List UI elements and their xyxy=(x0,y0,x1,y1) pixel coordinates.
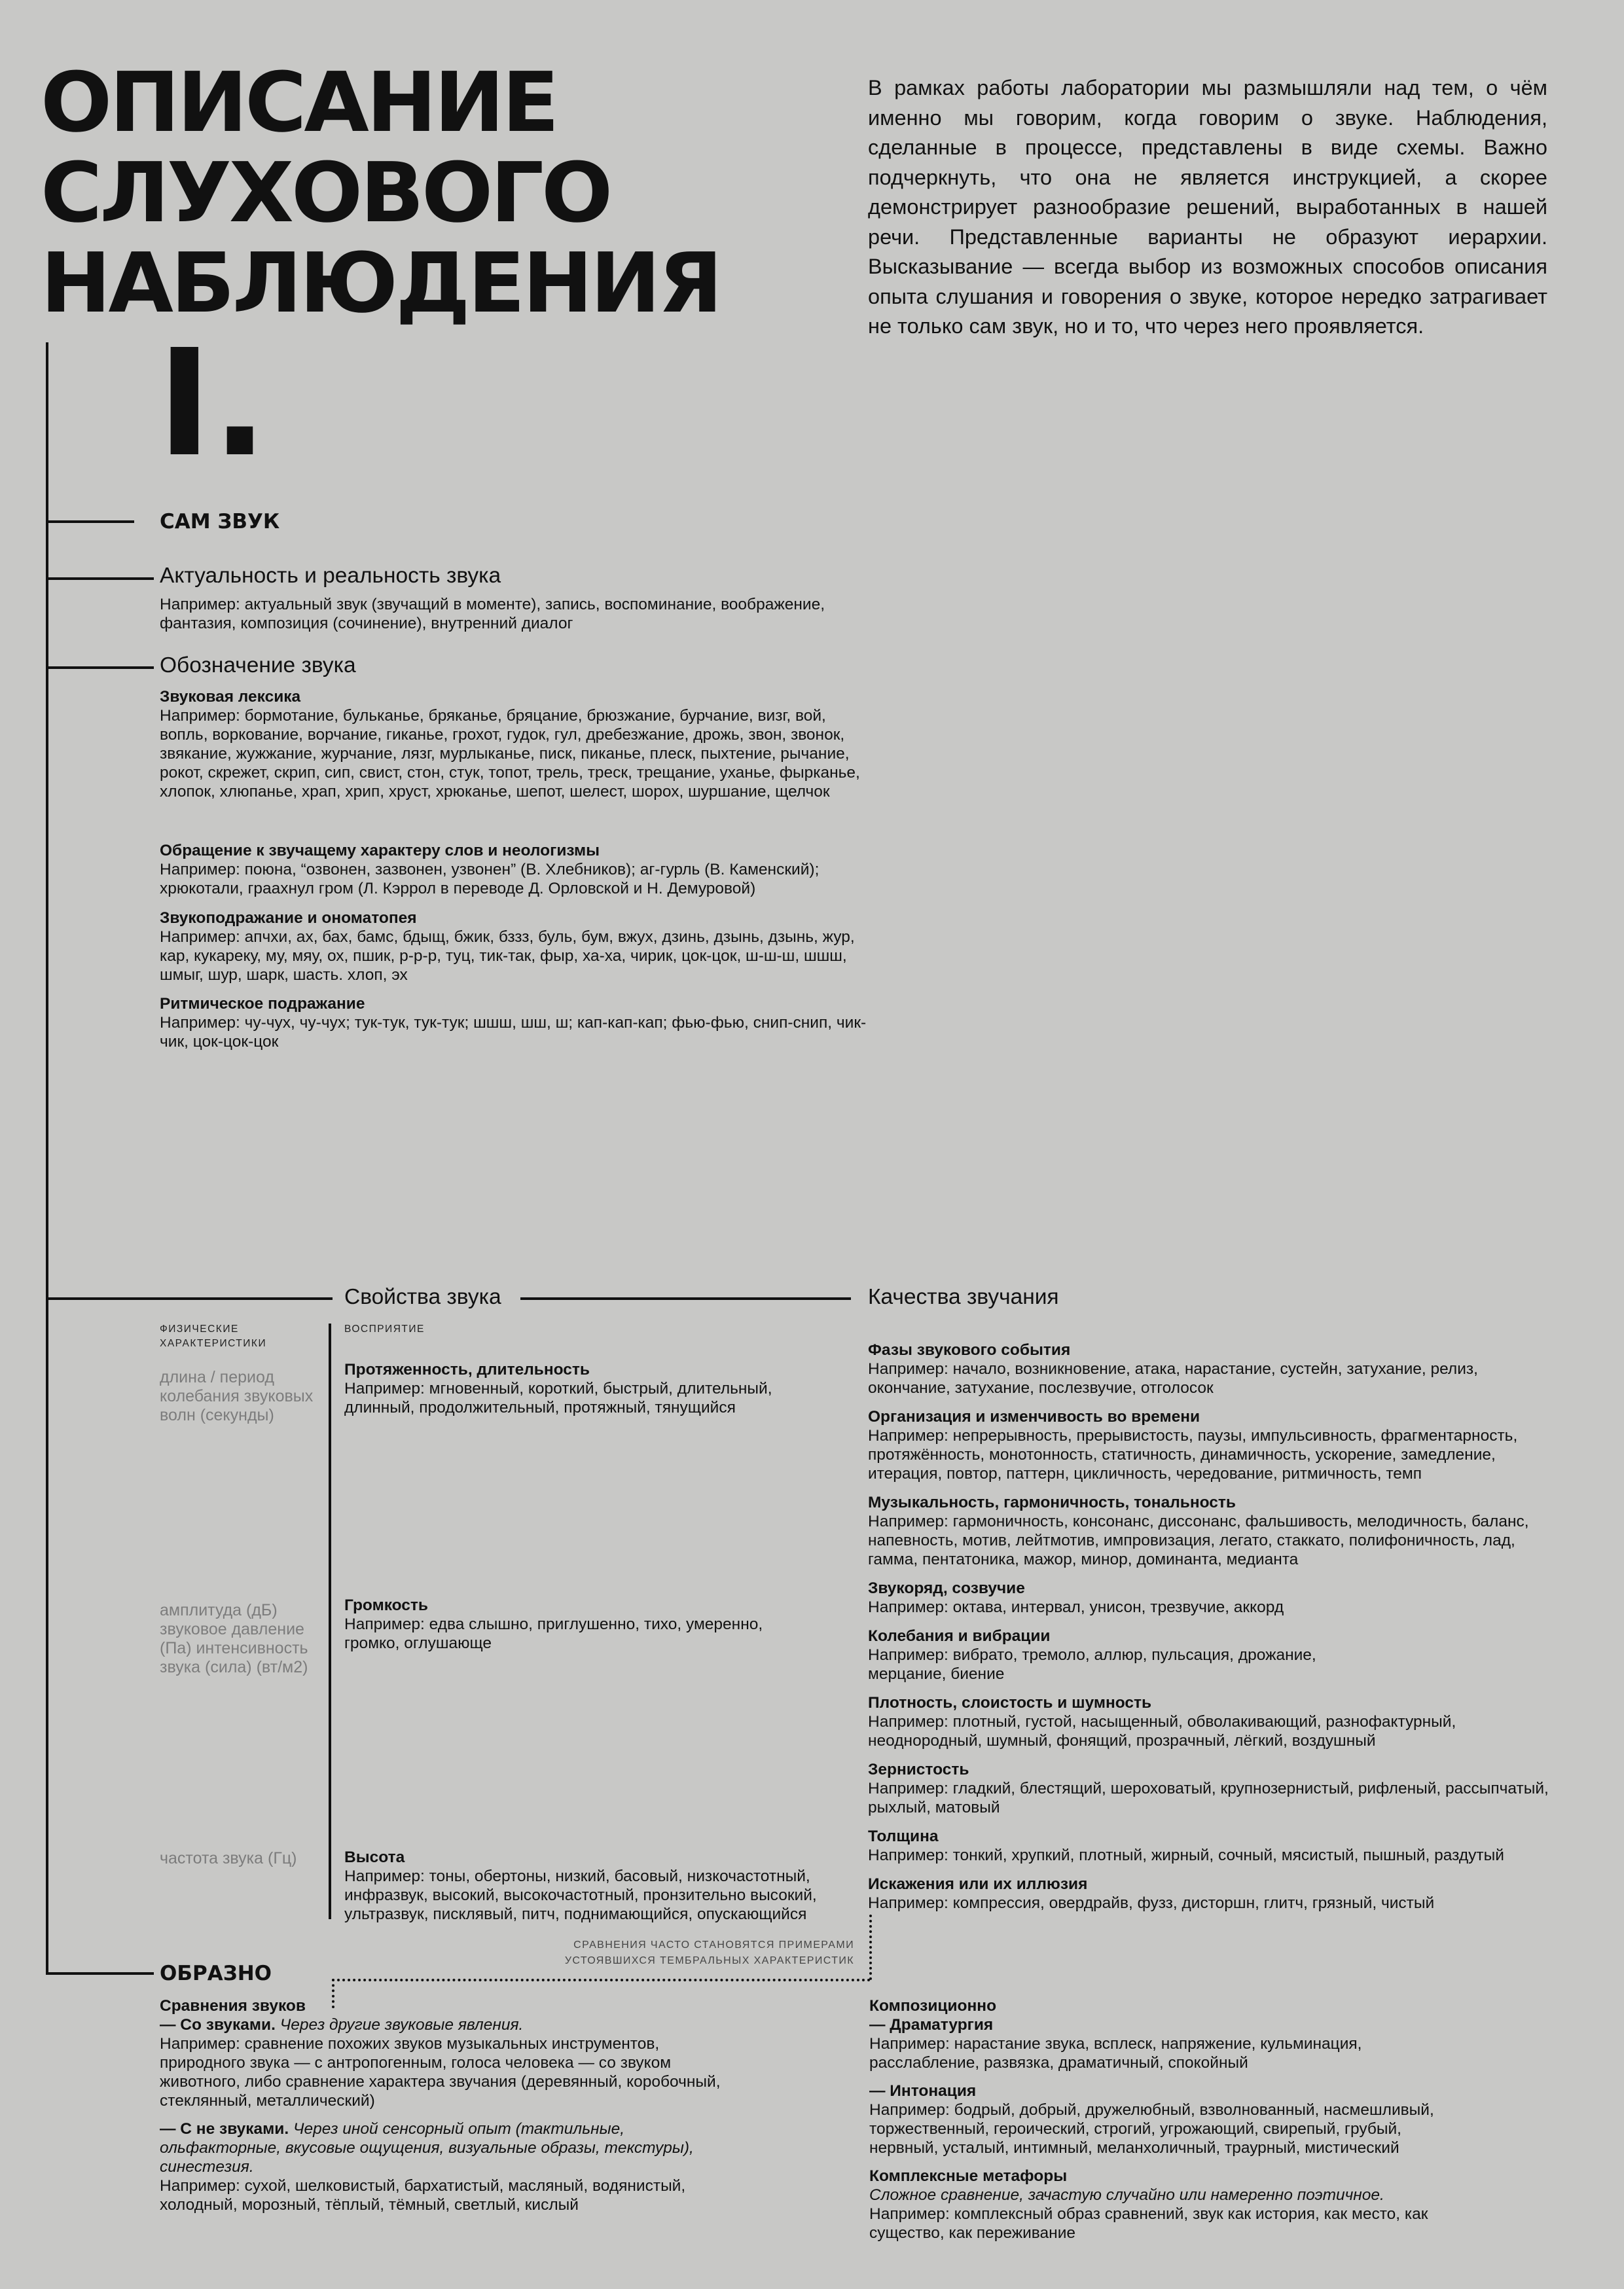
metaphors-italic-text: Сложное сравнение, зачастую случайно или намеренно поэтичное. xyxy=(869,2186,1384,2204)
perception-label: ВОСПРИЯТИЕ xyxy=(344,1324,425,1335)
main-tree-line xyxy=(46,342,48,1975)
comparisons-sounds-text: Например: сравнение похожих звуков музыкальных инструментов, природного звука — с антропогенным, голоса человека — со звуком животного, либо сравнение характера звучания (деревянный, коробочный, стеклянный, металлический) xyxy=(160,2035,721,2110)
section-number: I. xyxy=(157,318,268,490)
quality-item xyxy=(868,1579,1552,1617)
quality-item-title: Толщина xyxy=(868,1828,939,1845)
comparison-note xyxy=(537,1938,854,1969)
quality-item-title: Колебания и вибрации xyxy=(868,1627,1051,1645)
physical-characteristic: длина / период колебания звуковых волн (секунды) xyxy=(160,1368,314,1424)
quality-item xyxy=(868,1627,1365,1684)
perception-item-title: Громкость xyxy=(344,1596,428,1614)
branch-designation xyxy=(46,666,154,669)
quality-item xyxy=(868,1341,1552,1397)
quality-item xyxy=(868,1827,1552,1865)
comparison-note-line-2: УСТОЯВШИХСЯ ТЕМБРАЛЬНЫХ ХАРАКТЕРИСТИК xyxy=(564,1955,854,1966)
designation-item-text: Например: апчхи, ах, бах, бамс, бдыщ, бжик, бззз, буль, бум, вжух, дзинь, дзынь, дзынь, жур, кар, кукареку, му, мяу, ох, пшик, р-р-р, туц, тик-так, фыр, ха-ха, чирик, цок-цок, ш-ш-ш, шшш, шмыг, шур, шарк, шасть. хлоп, эх xyxy=(160,928,855,984)
comparisons-sounds-line xyxy=(160,2015,749,2034)
qualities-heading: Качества звучания xyxy=(868,1285,1059,1309)
designation-item-title: Ритмическое подражание xyxy=(160,995,365,1013)
page-title xyxy=(41,54,721,331)
quality-item xyxy=(868,1407,1552,1483)
branch-figurative xyxy=(46,1972,154,1975)
physical-characteristic: амплитуда (дБ) звуковое давление (Па) интенсивность звука (сила) (вт/м2) xyxy=(160,1601,308,1676)
designation-item-title: Звуковая лексика xyxy=(160,688,301,706)
quality-item-title: Плотность, слоистость и шумность xyxy=(868,1694,1152,1712)
designation-block xyxy=(160,653,867,678)
title-line-3: НАБЛЮДЕНИЯ xyxy=(41,235,721,331)
metaphors-italic xyxy=(869,2186,1458,2205)
intro-paragraph: В рамках работы лаборатории мы размышляли над тем, о чём именно мы говорим, когда говорим о звуке. Наблюдения, сделанные в процессе, представлены в виде схемы. Важно подчеркнуть, что она не является инструкцией, а скорее демонстрирует разнообразие решений, выработанных в нашей речи. Представленные варианты не образуют иерархии. Высказывание — всегда выбор из возможных способов описания опыта слушания и говорения о звуке, которое нередко затрагивает не только сам звук, но и то, что через него проявляется. xyxy=(868,76,1547,338)
branch-actuality xyxy=(46,577,154,580)
quality-item-text: Например: октава, интервал, унисон, трезвучие, аккорд xyxy=(868,1598,1284,1616)
actuality-block xyxy=(160,564,867,633)
quality-item xyxy=(868,1493,1552,1569)
comparison-connector-horizontal xyxy=(332,1979,871,1981)
compositional-title: Композиционно xyxy=(869,1997,997,2015)
designation-item xyxy=(160,841,867,898)
comparisons-non-sounds-text: Например: сухой, шелковистый, бархатистый, масляный, водянистый, холодный, морозный, тёплый, тёмный, светлый, кислый xyxy=(160,2177,686,2214)
quality-item-text: Например: компрессия, овердрайв, фузз, дисторшн, глитч, грязный, чистый xyxy=(868,1894,1435,1912)
properties-heading: Свойства звука xyxy=(344,1285,501,1309)
comparison-note-line-1: СРАВНЕНИЯ ЧАСТО СТАНОВЯТСЯ ПРИМЕРАМИ xyxy=(573,1939,854,1951)
physical-characteristic: частота звука (Гц) xyxy=(160,1849,297,1867)
quality-item-text: Например: гармоничность, консонанс, диссонанс, фальшивость, мелодичность, баланс, напевность, мотив, лейтмотив, импровизация, легато, стаккато, полифоничность, лад, гамма, пентатоника, мажор, минор, доминанта, медианта xyxy=(868,1513,1529,1568)
quality-item-text: Например: вибрато, тремоло, аллюр, пульсация, дрожание, мерцание, биение xyxy=(868,1646,1316,1683)
designation-item-text: Например: поюна, “озвонен, зазвонен, узвонен” (В. Хлебников); аг-гурль (В. Каменский); хрюкотали, граахнул гром (Л. Кэррол в переводе Д. Орловской и Н. Демуровой) xyxy=(160,861,820,897)
designation-item-title: Звукоподражание и ономатопея xyxy=(160,909,417,927)
quality-item-title: Звукоряд, созвучие xyxy=(868,1579,1025,1597)
quality-item xyxy=(868,1693,1552,1750)
title-line-1: ОПИСАНИЕ xyxy=(41,54,557,151)
branch-properties xyxy=(46,1297,333,1300)
branch-sound xyxy=(46,520,134,523)
designation-item xyxy=(160,687,867,801)
metaphors-title: Комплексные метафоры xyxy=(869,2167,1068,2185)
designation-item xyxy=(160,994,867,1051)
quality-item-title: Искажения или их иллюзия xyxy=(868,1875,1088,1893)
designation-item-title: Обращение к звучащему характеру слов и неологизмы xyxy=(160,842,600,859)
perception-item-title: Высота xyxy=(344,1848,405,1866)
quality-item xyxy=(868,1760,1552,1817)
perception-item xyxy=(344,1360,822,1417)
comparison-connector-vertical xyxy=(869,1915,872,1980)
dramaturgy-text: Например: нарастание звука, всплеск, напряжение, кульминация, расслабление, развязка, драматичный, спокойный xyxy=(869,2035,1362,2072)
comparisons-non-sounds-lead: — С не звуками. xyxy=(160,2120,289,2138)
quality-item-text: Например: тонкий, хрупкий, плотный, жирный, сочный, мясистый, пышный, раздутый xyxy=(868,1847,1504,1864)
perception-line xyxy=(329,1324,331,1919)
quality-item-text: Например: плотный, густой, насыщенный, обволакивающий, разнофактурный, неоднородный, шумный, фонящий, прозрачный, лёгкий, воздушный xyxy=(868,1713,1456,1750)
perception-item-title: Протяженность, длительность xyxy=(344,1361,590,1379)
perception-item-text: Например: тоны, обертоны, низкий, басовый, низкочастотный, инфразвук, высокий, высокочастотный, пронзительно высокий, ультразвук, писклявый, питч, поднимающийся, опускающийся xyxy=(344,1867,817,1923)
perception-item-text: Например: мгновенный, короткий, быстрый, длительный, длинный, продолжительный, протяжный, тянущийся xyxy=(344,1380,772,1416)
section-heading-figurative: ОБРАЗНО xyxy=(160,1962,272,1985)
comparisons-non-sounds-line xyxy=(160,2119,736,2176)
designation-item-text: Например: бормотание, бульканье, бряканье, бряцание, брюзжание, бурчание, визг, вой, вопль, воркование, ворчание, гиканье, грохот, гудок, гул, дребезжание, дрожь, звон, звонок, звякание, жужжание, журчание, лязг, мурлыканье, писк, пиканье, плеск, пыхтение, рычание, рокот, скрежет, скрип, сип, свист, стон, стук, топот, трель, треск, трещание, уханье, фырканье, хлопок, хлюпанье, храп, хрип, хруст, хрюканье, шепот, шелест, шорох, шуршание, щелчок xyxy=(160,707,860,801)
comparisons-sounds-lead: — Со звуками. xyxy=(160,2016,276,2034)
intonation-text: Например: бодрый, добрый, дружелюбный, взволнованный, насмешливый, торжественный, героический, строгий, угрожающий, свирепый, грубый, нервный, усталый, интимный, меланхоличный, траурный, мистический xyxy=(869,2101,1434,2157)
quality-item-title: Фазы звукового события xyxy=(868,1341,1071,1359)
branch-properties-to-qualities xyxy=(520,1297,851,1300)
perception-item-text: Например: едва слышно, приглушенно, тихо, умеренно, громко, оглушающе xyxy=(344,1615,763,1652)
comparisons-sounds-italic: Через другие звуковые явления. xyxy=(280,2016,524,2034)
quality-item-text: Например: начало, возникновение, атака, нарастание, сустейн, затухание, релиз, окончание, затухание, послезвучие, отголосок xyxy=(868,1360,1478,1397)
section-heading-sound: САМ ЗВУК xyxy=(160,510,280,533)
quality-item-title: Зернистость xyxy=(868,1761,969,1778)
perception-item xyxy=(344,1596,822,1653)
designation-item-text: Например: чу-чух, чу-чух; тук-тук, тук-тук; шшш, шш, ш; кап-кап-кап; фью-фью, снип-снип, чик-чик, цок-цок-цок xyxy=(160,1014,867,1051)
comparisons-non-sounds-italic: Через иной сенсорный опыт (тактильные, ольфакторные, вкусовые ощущения, визуальные образы, текстуры), синестезия. xyxy=(160,2120,694,2176)
comparisons-title: Сравнения звуков xyxy=(160,1997,306,2015)
dramaturgy-title: — Драматургия xyxy=(869,2016,994,2034)
metaphors-text: Например: комплексный образ сравнений, звук как история, как место, как существо, как переживание xyxy=(869,2205,1428,2242)
designation-heading: Обозначение звука xyxy=(160,653,356,677)
intonation-title: — Интонация xyxy=(869,2082,977,2100)
quality-item xyxy=(868,1875,1552,1913)
title-line-2: СЛУХОВОГО xyxy=(41,145,611,241)
physical-label: ФИЗИЧЕСКИЕ ХАРАКТЕРИСТИКИ xyxy=(160,1324,267,1349)
designation-item xyxy=(160,909,873,984)
quality-item-text: Например: непрерывность, прерывистость, паузы, импульсивность, фрагментарность, протяжённость, монотонность, статичность, динамичность, ускорение, замедление, итерация, повтор, паттерн, цикличность, чередование, ритмичность, темп xyxy=(868,1427,1518,1483)
actuality-heading: Актуальность и реальность звука xyxy=(160,564,501,588)
quality-item-text: Например: гладкий, блестящий, шероховатый, крупнозернистый, рифленый, рассыпчатый, рыхлый, матовый xyxy=(868,1780,1549,1816)
actuality-text: Например: актуальный звук (звучащий в моменте), запись, воспоминание, воображение, фантазия, композиция (сочинение), внутренний диалог xyxy=(160,596,825,632)
comparisons-block xyxy=(160,1996,749,2214)
qualities-list xyxy=(868,1341,1552,1922)
perception-item xyxy=(344,1848,842,1924)
quality-item-title: Музыкальность, гармоничность, тональность xyxy=(868,1494,1236,1511)
quality-item-title: Организация и изменчивость во времени xyxy=(868,1408,1200,1426)
compositional-block xyxy=(869,1996,1458,2243)
